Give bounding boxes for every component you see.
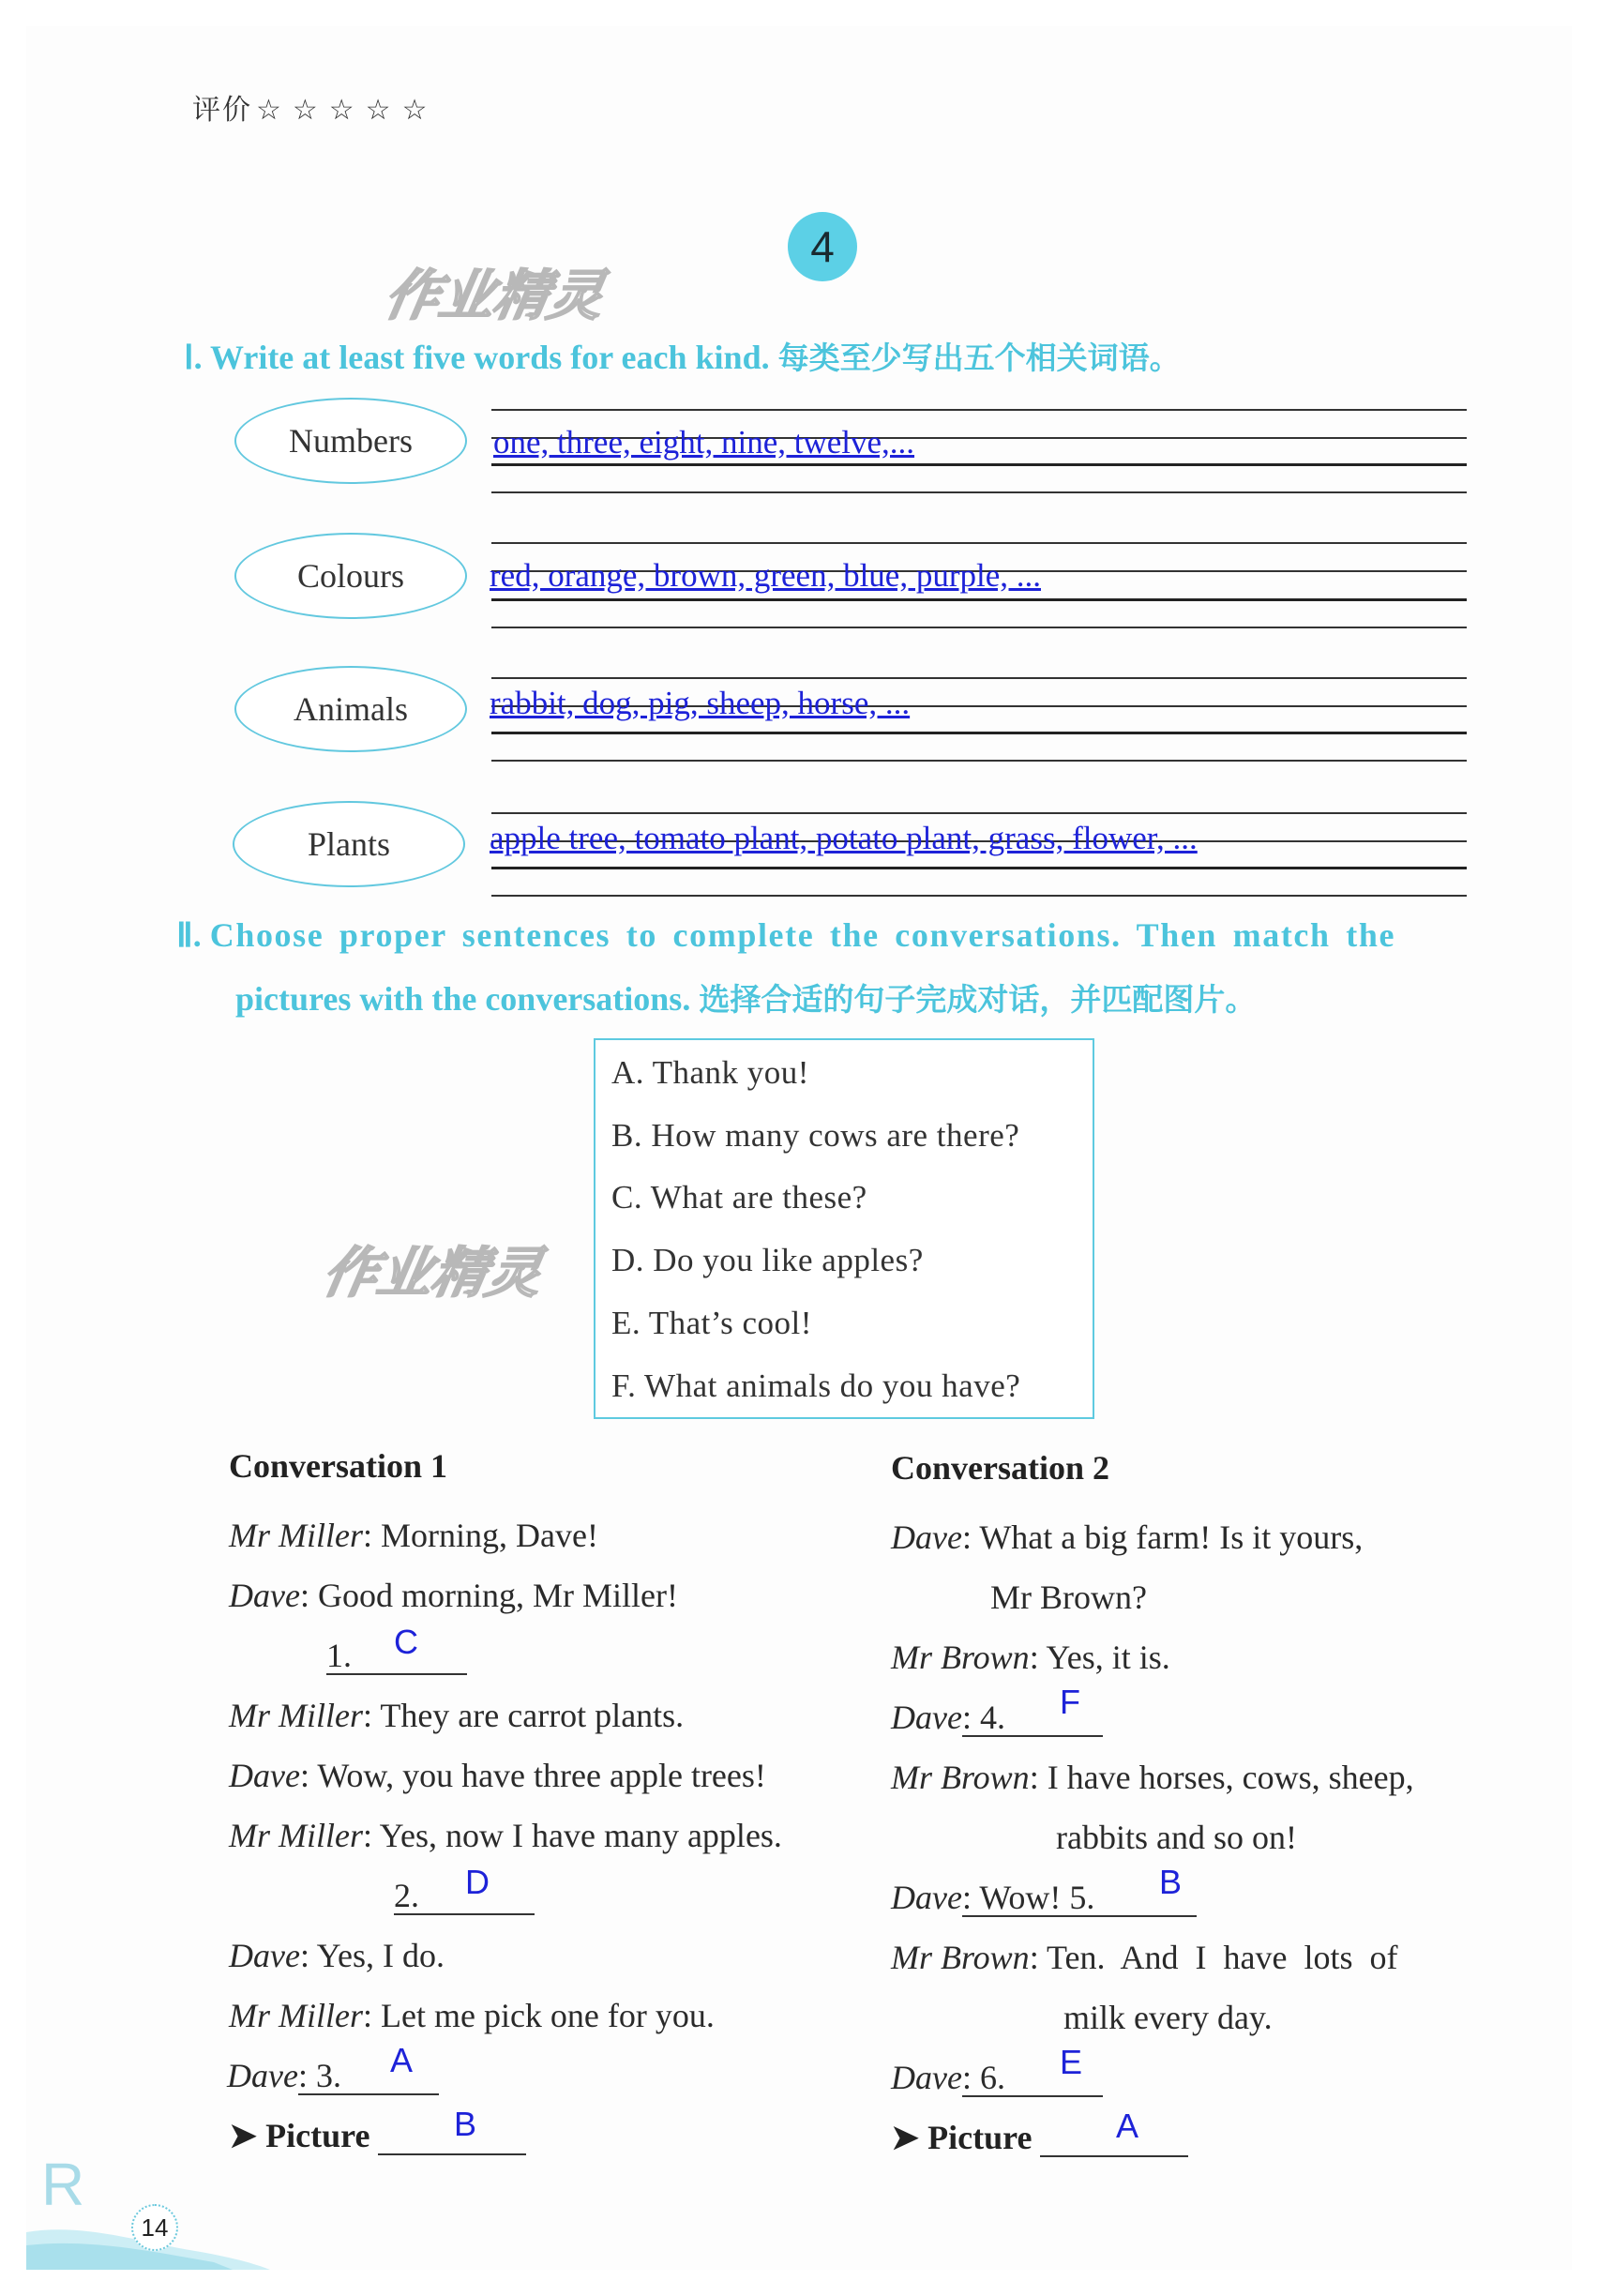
- dialogue-text: : What a big farm! Is it yours,: [961, 1518, 1364, 1556]
- speaker: Mr Brown: [891, 1639, 1030, 1676]
- option-c: C. What are these?: [611, 1179, 867, 1216]
- blank3-answer: A: [390, 2041, 414, 2079]
- conv1-line: [229, 1696, 684, 1735]
- speaker: Dave: [229, 1757, 300, 1794]
- conv1-line: [229, 1756, 766, 1795]
- dialogue-text: : Let me pick one for you.: [362, 1997, 715, 2034]
- writing-line: [491, 732, 1467, 734]
- writing-line: [491, 760, 1467, 762]
- speaker: Dave: [229, 1937, 300, 1974]
- conv2-line: [891, 1938, 1397, 1977]
- writing-line: [491, 677, 1467, 679]
- option-a: A. Thank you!: [611, 1054, 809, 1091]
- blank6-answer: E: [1060, 2043, 1083, 2081]
- picture-label: Picture: [927, 2119, 1033, 2156]
- speaker: Mr Miller: [229, 1817, 363, 1854]
- rating-stars: ☆☆☆☆☆: [256, 94, 439, 127]
- speaker: Dave: [891, 1699, 962, 1736]
- category-oval-plants: Plants: [233, 801, 465, 887]
- dialogue-text: : I have horses, cows, sheep,: [1029, 1759, 1414, 1796]
- speaker: Dave: [891, 1879, 962, 1916]
- conv1-blank-2: [394, 1876, 535, 1915]
- conv2-line: [891, 1758, 1414, 1797]
- option-f: F. What animals do you have?: [611, 1367, 1021, 1404]
- watermark-middle: 作业精灵: [318, 1241, 548, 1305]
- speaker: Mr Brown: [891, 1759, 1030, 1796]
- conv1-picture: [229, 2116, 526, 2155]
- blank5-answer: B: [1159, 1863, 1183, 1901]
- rating-label: 评价: [192, 94, 252, 127]
- dialogue-text: : Morning, Dave!: [362, 1517, 598, 1554]
- speaker: Dave: [891, 1518, 962, 1556]
- category-oval-numbers: Numbers: [234, 398, 467, 484]
- conv2-line: [891, 1518, 1363, 1557]
- corner-logo-mark: R: [41, 2151, 85, 2218]
- writing-line: [491, 812, 1467, 814]
- options-box: [594, 1038, 1094, 1419]
- option-b: B. How many cows are there?: [611, 1117, 1020, 1154]
- speaker: Dave: [227, 2057, 298, 2094]
- blank-number: 1.: [326, 1637, 352, 1674]
- category-oval-animals: Animals: [234, 666, 467, 752]
- dialogue-text: : They are carrot plants.: [362, 1697, 685, 1734]
- conv1-picture-answer: B: [454, 2105, 477, 2143]
- conv1-line: [229, 1816, 782, 1855]
- arrow-icon: ➤: [891, 2119, 920, 2156]
- writing-line: [491, 542, 1467, 544]
- blank2-answer: D: [465, 1863, 490, 1901]
- conv2-line: [891, 1638, 1170, 1677]
- conv1-line: [229, 1936, 445, 1975]
- conv2-picture: [891, 2118, 1188, 2157]
- section1-title-en: Write at least five words for each kind.: [209, 339, 770, 376]
- watermark-top: 作业精灵: [380, 264, 610, 327]
- dialogue-text: : Good morning, Mr Miller!: [299, 1577, 678, 1614]
- section2-title-text1: Choose proper sentences to complete the conversations. Then match the: [209, 916, 1396, 954]
- conv1-line: [229, 1576, 678, 1615]
- arrow-icon: ➤: [229, 2117, 258, 2154]
- speaker: Mr Miller: [229, 1697, 363, 1734]
- blank-number: 2.: [394, 1877, 419, 1914]
- writing-line: [491, 895, 1467, 897]
- dialogue-text: : Ten. And I have lots of: [1029, 1939, 1398, 1976]
- dialogue-text: : Wow, you have three apple trees!: [299, 1757, 766, 1794]
- blank-number: : 6.: [961, 2059, 1005, 2096]
- speaker: Dave: [891, 2059, 962, 2096]
- speaker: Dave: [229, 1577, 300, 1614]
- dialogue-text: : Yes, now I have many apples.: [362, 1817, 782, 1854]
- blank-number: : Wow! 5.: [961, 1879, 1095, 1916]
- section2-numeral: Ⅱ.: [176, 916, 202, 954]
- section2-title-text2-cn: 选择合适的句子完成对话，并匹配图片。: [699, 981, 1257, 1018]
- speaker: Mr Miller: [229, 1997, 363, 2034]
- writing-line: [491, 491, 1467, 493]
- section1-title-cn: 每类至少写出五个相关词语。: [777, 340, 1181, 376]
- conversation2-heading: Conversation 2: [891, 1449, 1109, 1487]
- blank-number: : 3.: [297, 2057, 341, 2094]
- answer-animals: rabbit, dog, pig, sheep, horse, ...: [490, 685, 911, 721]
- blank4-answer: F: [1060, 1683, 1080, 1721]
- answer-plants: apple tree, tomato plant, potato plant, grass, flower, ...: [490, 820, 1198, 856]
- section1-numeral: Ⅰ.: [184, 339, 203, 376]
- section1-title: [184, 334, 1181, 378]
- option-e: E. That’s cool!: [611, 1305, 812, 1341]
- category-oval-colours: Colours: [234, 533, 467, 619]
- dialogue-text: : Yes, I do.: [299, 1937, 445, 1974]
- picture-label: Picture: [265, 2117, 370, 2154]
- conv2-line-cont: milk every day.: [1063, 1999, 1273, 2036]
- writing-line: [491, 463, 1467, 466]
- conv2-picture-answer: A: [1116, 2107, 1139, 2145]
- writing-line: [491, 867, 1467, 869]
- dialogue-text: : Yes, it is.: [1029, 1639, 1170, 1676]
- blank1-answer: C: [394, 1623, 418, 1661]
- section2-title-line2: [235, 975, 1256, 1020]
- unit-number-badge: 4: [788, 212, 857, 281]
- conv2-line: [891, 1878, 1197, 1917]
- option-d: D. Do you like apples?: [611, 1242, 924, 1278]
- conv2-line-cont: rabbits and so on!: [1056, 1819, 1297, 1856]
- conversation1-heading: Conversation 1: [229, 1447, 447, 1485]
- speaker: Mr Brown: [891, 1939, 1030, 1976]
- blank-number: : 4.: [961, 1699, 1005, 1736]
- writing-line: [491, 598, 1467, 601]
- conv2-line-cont: Mr Brown?: [990, 1578, 1147, 1616]
- section2-title-line1: [176, 915, 1395, 955]
- answer-numbers: one, three, eight, nine, twelve,...: [493, 424, 915, 461]
- conv1-line: [229, 1516, 598, 1555]
- writing-line: [491, 409, 1467, 411]
- conv1-line: [229, 1996, 715, 2035]
- writing-line: [491, 627, 1467, 628]
- rating: [192, 86, 438, 128]
- speaker: Mr Miller: [229, 1517, 363, 1554]
- section2-title-text2-en: pictures with the conversations.: [235, 980, 691, 1018]
- page-number: 14: [131, 2204, 178, 2251]
- answer-colours: red, orange, brown, green, blue, purple, ...: [490, 557, 1041, 594]
